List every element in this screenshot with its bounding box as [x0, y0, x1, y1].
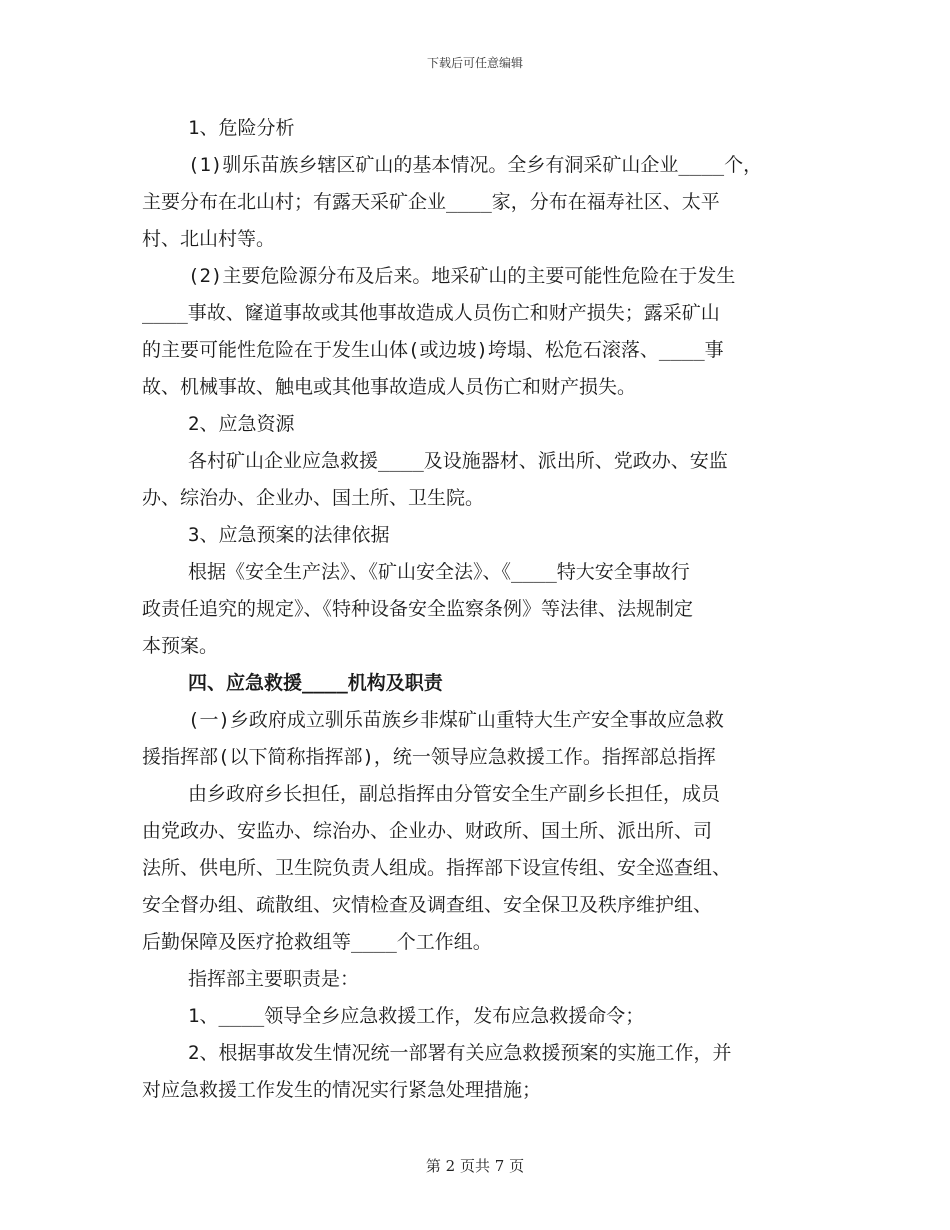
paragraph-line: 指挥部主要职责是： [188, 968, 360, 990]
paragraph-line: 村、北山村等。 [142, 228, 276, 250]
paragraph-line: (1)驯乐苗族乡辖区矿山的基本情况。全乡有洞采矿山企业____个， [188, 154, 763, 176]
paragraph-line: 3、应急预案的法律依据 [188, 524, 390, 546]
paragraph-line: 各村矿山企业应急救援____及设施器材、派出所、党政办、安监 [188, 450, 728, 472]
paragraph-line: 的主要可能性危险在于发生山体(或边坡)垮塌、松危石滚落、____事 [142, 339, 724, 361]
paragraph-line: 对应急救援工作发生的情况实行紧急处理措施； [142, 1079, 542, 1101]
paragraph-line: 法所、供电所、卫生院负责人组成。指挥部下设宣传组、安全巡查组、 [142, 857, 732, 879]
paragraph-line: 援指挥部(以下简称指挥部)，统一领导应急救援工作。指挥部总指挥 [142, 746, 716, 768]
paragraph-line: 1、____领导全乡应急救援工作，发布应急救援命令； [188, 1005, 645, 1027]
page-footer: 第 2 页共 7 页 [425, 1157, 525, 1175]
paragraph-line: 主要分布在北山村；有露天采矿企业____家，分布在福寿社区、太平 [142, 191, 720, 213]
paragraph-line: 由党政办、安监办、综治办、企业办、财政所、国土所、派出所、司 [142, 820, 713, 842]
paragraph-line: ____事故、窿道事故或其他事故造成人员伤亡和财产损失；露采矿山 [142, 302, 720, 324]
paragraph-line: 政责任追究的规定》、《特种设备安全监察条例》等法律、法规制定 [142, 598, 694, 620]
paragraph-line: (一)乡政府成立驯乐苗族乡非煤矿山重特大生产安全事故应急救 [188, 709, 724, 731]
document-body [142, 110, 822, 1109]
paragraph-line: 由乡政府乡长担任，副总指挥由分管安全生产副乡长担任，成员 [188, 783, 721, 805]
paragraph-line: 本预案。 [142, 635, 219, 657]
paragraph-line: 根据《安全生产法》、《矿山安全法》、《____特大安全事故行 [188, 561, 690, 583]
paragraph-line: (2)主要危险源分布及后来。地采矿山的主要可能性危险在于发生 [188, 265, 736, 287]
paragraph-line: 故、机械事故、触电或其他事故造成人员伤亡和财产损失。 [142, 376, 637, 398]
paragraph-line: 2、应急资源 [188, 413, 295, 435]
page-header: 下载后可任意编辑 [426, 56, 523, 70]
paragraph-line: 2、根据事故发生情况统一部署有关应急救援预案的实施工作，并 [188, 1042, 732, 1064]
paragraph-line: 办、综治办、企业办、国土所、卫生院。 [142, 487, 485, 509]
paragraph-line: 安全督办组、疏散组、灾情检查及调查组、安全保卫及秩序维护组、 [142, 894, 713, 916]
paragraph-line: 1、危险分析 [188, 117, 295, 139]
paragraph-line: 后勤保障及医疗抢救组等____个工作组。 [142, 931, 492, 953]
section-heading: 四、应急救援____机构及职责 [188, 672, 443, 694]
